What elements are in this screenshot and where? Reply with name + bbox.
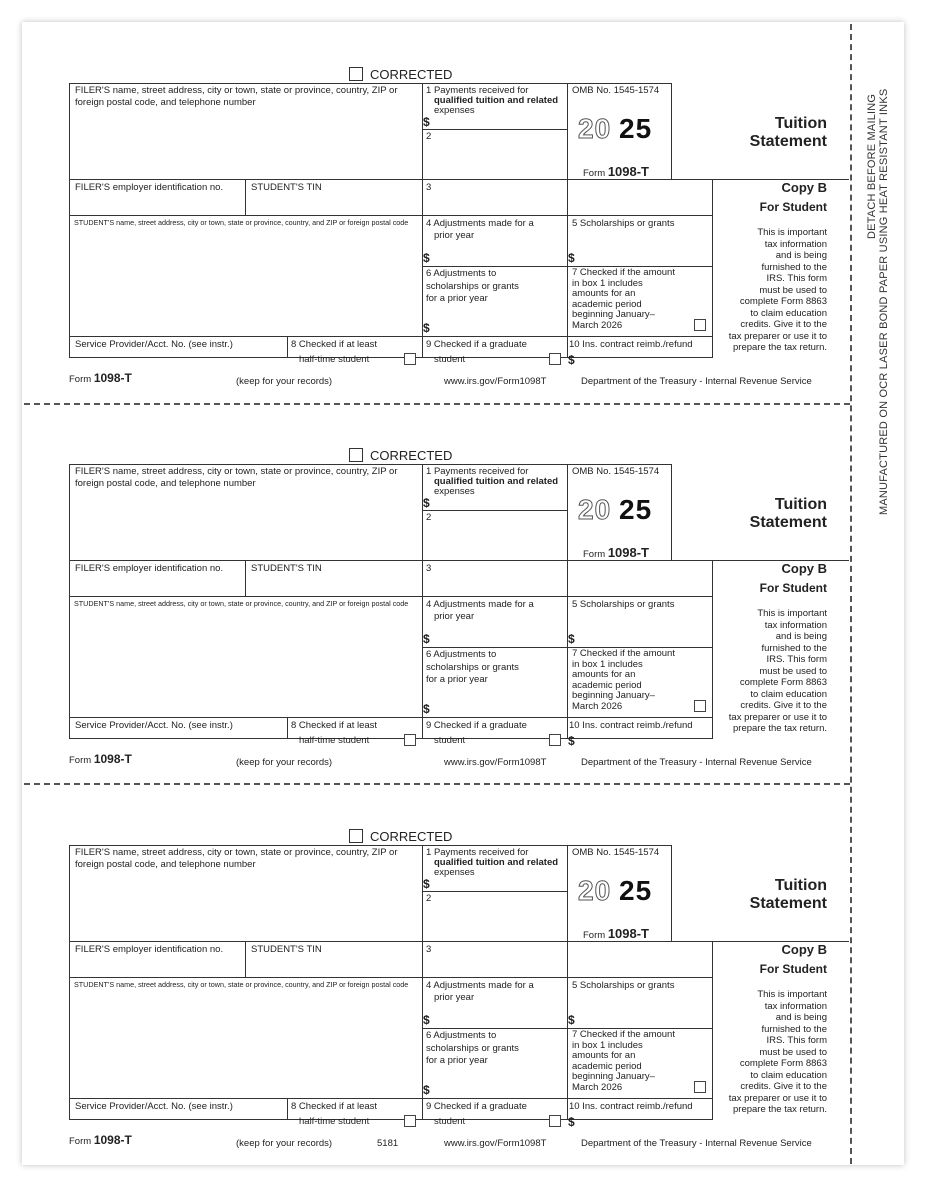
box7-label bbox=[572, 268, 712, 331]
form-title-line2: Statement bbox=[749, 895, 827, 912]
divider bbox=[69, 717, 713, 718]
box6-lines-line: for a prior year bbox=[426, 1055, 488, 1066]
copy-label: Copy B bbox=[781, 561, 827, 576]
form-title-line1: Tuition bbox=[774, 877, 827, 894]
footer-form-id: Form 1098-T bbox=[69, 1133, 132, 1147]
box7-lines-line: March 2026 bbox=[572, 319, 623, 331]
service-provider-label: Service Provider/Acct. No. (see instr.) bbox=[75, 339, 233, 350]
box4-dollar: $ bbox=[423, 632, 430, 646]
box1-label-end: expenses bbox=[434, 867, 475, 878]
box4-label-cont: prior year bbox=[434, 230, 475, 241]
for-student-label: For Student bbox=[759, 581, 827, 595]
divider bbox=[287, 1098, 288, 1120]
box8-checkbox[interactable] bbox=[404, 353, 416, 365]
notice-lines-line: This is important bbox=[757, 608, 827, 619]
box7-lines-line: March 2026 bbox=[572, 1081, 623, 1093]
filer-name-label: FILER'S name, street address, city or town, state or province, country, ZIP or foreign postal code, and telephone number bbox=[75, 847, 398, 870]
box6-lines-line: scholarships or grants bbox=[426, 280, 519, 292]
notice-lines-line: This is important bbox=[757, 989, 827, 1000]
form-border-left bbox=[69, 464, 70, 738]
notice-lines-line: tax information bbox=[764, 1000, 827, 1012]
box6-lines-line: scholarships or grants bbox=[426, 661, 519, 673]
notice-lines-line: to claim education bbox=[750, 307, 827, 319]
box1-label-end: expenses bbox=[434, 105, 475, 116]
divider bbox=[69, 596, 713, 597]
notice-lines-line: complete Form 8863 bbox=[739, 677, 827, 688]
box5-dollar: $ bbox=[568, 632, 575, 646]
keep-records-note: (keep for your records) bbox=[236, 376, 333, 387]
box10-dollar: $ bbox=[568, 1115, 575, 1129]
notice-lines-line: to claim education bbox=[750, 688, 827, 700]
box8-checkbox[interactable] bbox=[404, 1115, 416, 1127]
box8-label-cont: half-time student bbox=[299, 354, 370, 365]
important-notice bbox=[717, 227, 827, 354]
box6-lines-line: 6 Adjustments to bbox=[426, 1030, 497, 1041]
notice-lines-line: credits. Give it to the bbox=[740, 700, 827, 711]
box7-lines-line: amounts for an bbox=[572, 288, 636, 299]
divider bbox=[671, 845, 672, 941]
service-provider-label: Service Provider/Acct. No. (see instr.) bbox=[75, 720, 233, 731]
divider bbox=[567, 464, 568, 738]
important-notice bbox=[717, 989, 827, 1116]
box1-label-bold: qualified tuition and related bbox=[434, 857, 559, 868]
corrected-label: CORRECTED bbox=[370, 829, 453, 844]
box7-lines-line: beginning January– bbox=[572, 1071, 655, 1082]
divider bbox=[69, 1098, 713, 1099]
box7-lines-line: 7 Checked if the amount bbox=[572, 267, 675, 278]
notice-lines-line: furnished to the bbox=[761, 1023, 827, 1035]
box9-label-cont: student bbox=[434, 1116, 466, 1127]
form-title-line1: Tuition bbox=[774, 115, 827, 132]
box10-dollar: $ bbox=[568, 353, 575, 367]
box4-dollar: $ bbox=[423, 1013, 430, 1027]
divider bbox=[712, 941, 713, 1120]
notice-lines-line: tax information bbox=[764, 619, 827, 631]
box4-label: 4 Adjustments made for a bbox=[426, 218, 534, 229]
student-name-label: STUDENT'S name, street address, city or town, state or province, country, and ZIP or foreign postal code bbox=[74, 218, 409, 227]
for-student-label: For Student bbox=[759, 200, 827, 214]
box7-label bbox=[572, 649, 712, 712]
divider bbox=[567, 845, 568, 1119]
box1-dollar: $ bbox=[423, 115, 430, 129]
box9-checkbox[interactable] bbox=[549, 734, 561, 746]
catalog-number: 5181 bbox=[377, 1138, 399, 1149]
box7-lines-line: in box 1 includes bbox=[572, 1039, 643, 1051]
box7-lines-line: 7 Checked if the amount bbox=[572, 648, 675, 659]
tax-year-suffix: 25 bbox=[619, 113, 653, 144]
box6-lines-line: 6 Adjustments to bbox=[426, 649, 497, 660]
notice-lines-line: to claim education bbox=[750, 1069, 827, 1081]
box6-label bbox=[426, 649, 566, 687]
form-border-bottom bbox=[69, 738, 713, 739]
divider bbox=[671, 83, 672, 179]
department-label: Department of the Treasury - Internal Revenue Service bbox=[581, 1138, 812, 1149]
box7-label bbox=[572, 1030, 712, 1093]
notice-lines-line: must be used to bbox=[759, 1046, 827, 1058]
divider bbox=[287, 717, 288, 739]
form-border-left bbox=[69, 83, 70, 357]
form-id: Form 1098-T bbox=[583, 545, 650, 560]
box6-lines-line: for a prior year bbox=[426, 674, 488, 685]
box9-label: 9 Checked if a graduate bbox=[426, 339, 527, 350]
box5-label: 5 Scholarships or grants bbox=[572, 980, 675, 991]
service-provider-label: Service Provider/Acct. No. (see instr.) bbox=[75, 1101, 233, 1112]
detach-notice: DETACH BEFORE MAILING bbox=[866, 93, 878, 239]
box6-dollar: $ bbox=[423, 321, 430, 335]
notice-lines-line: credits. Give it to the bbox=[740, 1081, 827, 1092]
form-1098t bbox=[0, 792, 925, 1172]
box8-checkbox[interactable] bbox=[404, 734, 416, 746]
box3-label: 3 bbox=[426, 944, 432, 955]
box10-label: 10 Ins. contract reimb./refund bbox=[569, 720, 693, 731]
divider bbox=[287, 336, 288, 358]
box6-dollar: $ bbox=[423, 1083, 430, 1097]
divider bbox=[422, 510, 567, 511]
box1-label-end: expenses bbox=[434, 486, 475, 497]
form-border-bottom bbox=[69, 357, 713, 358]
box3-label: 3 bbox=[426, 563, 432, 574]
box9-label: 9 Checked if a graduate bbox=[426, 1101, 527, 1112]
form-border-top bbox=[69, 83, 672, 84]
filer-ein-label: FILER'S employer identification no. bbox=[75, 182, 224, 193]
box6-label bbox=[426, 268, 566, 306]
box6-label bbox=[426, 1030, 566, 1068]
box9-label-cont: student bbox=[434, 354, 466, 365]
box6-lines-line: scholarships or grants bbox=[426, 1042, 519, 1054]
omb-number: OMB No. 1545-1574 bbox=[572, 847, 660, 858]
box8-label: 8 Checked if at least bbox=[291, 339, 378, 350]
department-label: Department of the Treasury - Internal Revenue Service bbox=[581, 757, 812, 768]
irs-website: www.irs.gov/Form1098T bbox=[444, 757, 547, 768]
divider bbox=[567, 83, 568, 357]
notice-lines-line: complete Form 8863 bbox=[739, 1058, 827, 1069]
for-student-label: For Student bbox=[759, 962, 827, 976]
notice-lines-line: tax preparer or use it to bbox=[728, 330, 827, 342]
box7-checkbox[interactable] bbox=[694, 700, 706, 712]
notice-lines-line: must be used to bbox=[759, 665, 827, 677]
student-name-label: STUDENT'S name, street address, city or town, state or province, country, and ZIP or foreign postal code bbox=[74, 980, 409, 989]
notice-lines-line: tax preparer or use it to bbox=[728, 1092, 827, 1104]
footer-form-id: Form 1098-T bbox=[69, 752, 132, 766]
box5-dollar: $ bbox=[568, 1013, 575, 1027]
box1-dollar: $ bbox=[423, 496, 430, 510]
form-id: Form 1098-T bbox=[583, 926, 650, 941]
box4-label: 4 Adjustments made for a bbox=[426, 599, 534, 610]
irs-website: www.irs.gov/Form1098T bbox=[444, 1138, 547, 1149]
notice-lines-line: furnished to the bbox=[761, 642, 827, 654]
divider bbox=[69, 215, 713, 216]
box7-lines-line: amounts for an bbox=[572, 1050, 636, 1061]
divider bbox=[245, 941, 246, 977]
student-tin-label: STUDENT'S TIN bbox=[251, 944, 322, 955]
box7-lines-line: March 2026 bbox=[572, 700, 623, 712]
corrected-checkbox[interactable] bbox=[349, 67, 363, 81]
divider bbox=[712, 179, 713, 358]
keep-records-note: (keep for your records) bbox=[236, 757, 333, 768]
filer-name-label: FILER'S name, street address, city or town, state or province, country, ZIP or foreign postal code, and telephone number bbox=[75, 466, 398, 489]
box2-label: 2 bbox=[426, 131, 432, 142]
box7-lines-line: beginning January– bbox=[572, 309, 655, 320]
notice-lines-line: This is important bbox=[757, 227, 827, 238]
footer-form-id: Form 1098-T bbox=[69, 371, 132, 385]
box7-lines-line: beginning January– bbox=[572, 690, 655, 701]
notice-lines-line: complete Form 8863 bbox=[739, 296, 827, 307]
box6-dollar: $ bbox=[423, 702, 430, 716]
notice-lines-line: must be used to bbox=[759, 284, 827, 296]
tax-year-suffix: 25 bbox=[619, 875, 653, 906]
box1-dollar: $ bbox=[423, 877, 430, 891]
notice-lines-line: IRS. This form bbox=[766, 654, 827, 665]
box4-label-cont: prior year bbox=[434, 611, 475, 622]
notice-lines-line: prepare the tax return. bbox=[733, 1104, 827, 1115]
box7-lines-line: in box 1 includes bbox=[572, 277, 643, 289]
box7-checkbox[interactable] bbox=[694, 319, 706, 331]
form-title-line2: Statement bbox=[749, 133, 827, 150]
important-notice bbox=[717, 608, 827, 735]
divider bbox=[712, 560, 713, 739]
form-title-line1: Tuition bbox=[774, 496, 827, 513]
tax-year-prefix: 20 bbox=[578, 875, 612, 906]
box2-label: 2 bbox=[426, 512, 432, 523]
corrected-checkbox[interactable] bbox=[349, 829, 363, 843]
box7-lines-line: in box 1 includes bbox=[572, 658, 643, 670]
tax-year-prefix: 20 bbox=[578, 494, 612, 525]
box10-label: 10 Ins. contract reimb./refund bbox=[569, 1101, 693, 1112]
box9-label: 9 Checked if a graduate bbox=[426, 720, 527, 731]
manufacturing-notice: MANUFACTURED ON OCR LASER BOND PAPER USING HEAT RESISTANT INKS bbox=[878, 88, 890, 515]
box6-lines-line: for a prior year bbox=[426, 293, 488, 304]
box1-label: 1 Payments received for bbox=[426, 85, 529, 96]
box7-checkbox[interactable] bbox=[694, 1081, 706, 1093]
box7-lines-line: amounts for an bbox=[572, 669, 636, 680]
box1-label-bold: qualified tuition and related bbox=[434, 95, 559, 106]
corrected-label: CORRECTED bbox=[370, 448, 453, 463]
corrected-label: CORRECTED bbox=[370, 67, 453, 82]
copy-label: Copy B bbox=[781, 942, 827, 957]
box9-checkbox[interactable] bbox=[549, 353, 561, 365]
divider bbox=[69, 336, 713, 337]
notice-lines-line: prepare the tax return. bbox=[733, 723, 827, 734]
tax-year-prefix: 20 bbox=[578, 113, 612, 144]
notice-lines-line: and is being bbox=[775, 250, 827, 261]
filer-ein-label: FILER'S employer identification no. bbox=[75, 563, 224, 574]
box9-checkbox[interactable] bbox=[549, 1115, 561, 1127]
student-tin-label: STUDENT'S TIN bbox=[251, 563, 322, 574]
box10-dollar: $ bbox=[568, 734, 575, 748]
box10-label: 10 Ins. contract reimb./refund bbox=[569, 339, 693, 350]
box1-label: 1 Payments received for bbox=[426, 466, 529, 477]
box4-dollar: $ bbox=[423, 251, 430, 265]
filer-ein-label: FILER'S employer identification no. bbox=[75, 944, 224, 955]
box7-lines-line: academic period bbox=[572, 298, 642, 310]
box8-label-cont: half-time student bbox=[299, 735, 370, 746]
divider bbox=[422, 129, 567, 130]
box7-lines-line: academic period bbox=[572, 679, 642, 691]
box7-lines-line: 7 Checked if the amount bbox=[572, 1029, 675, 1040]
filer-name-label: FILER'S name, street address, city or town, state or province, country, ZIP or foreign postal code, and telephone number bbox=[75, 85, 398, 108]
box2-label: 2 bbox=[426, 893, 432, 904]
box8-label: 8 Checked if at least bbox=[291, 720, 378, 731]
divider bbox=[69, 977, 713, 978]
omb-number: OMB No. 1545-1574 bbox=[572, 466, 660, 477]
form-border-left bbox=[69, 845, 70, 1119]
box8-label-cont: half-time student bbox=[299, 1116, 370, 1127]
form-border-bottom bbox=[69, 1119, 713, 1120]
omb-number: OMB No. 1545-1574 bbox=[572, 85, 660, 96]
form-border-top bbox=[69, 845, 672, 846]
divider bbox=[671, 464, 672, 560]
student-tin-label: STUDENT'S TIN bbox=[251, 182, 322, 193]
notice-lines-line: IRS. This form bbox=[766, 1035, 827, 1046]
box1-label: 1 Payments received for bbox=[426, 847, 529, 858]
notice-lines-line: and is being bbox=[775, 631, 827, 642]
notice-lines-line: prepare the tax return. bbox=[733, 342, 827, 353]
student-name-label: STUDENT'S name, street address, city or town, state or province, country, and ZIP or foreign postal code bbox=[74, 599, 409, 608]
corrected-checkbox[interactable] bbox=[349, 448, 363, 462]
notice-lines-line: IRS. This form bbox=[766, 273, 827, 284]
box9-label-cont: student bbox=[434, 735, 466, 746]
notice-lines-line: tax preparer or use it to bbox=[728, 711, 827, 723]
notice-lines-line: furnished to the bbox=[761, 261, 827, 273]
divider bbox=[245, 179, 246, 215]
notice-lines-line: and is being bbox=[775, 1012, 827, 1023]
form-1098t bbox=[0, 30, 925, 410]
box4-label-cont: prior year bbox=[434, 992, 475, 1003]
form-title-line2: Statement bbox=[749, 514, 827, 531]
box6-lines-line: 6 Adjustments to bbox=[426, 268, 497, 279]
box5-dollar: $ bbox=[568, 251, 575, 265]
box3-label: 3 bbox=[426, 182, 432, 193]
form-border-top bbox=[69, 464, 672, 465]
divider bbox=[245, 560, 246, 596]
notice-lines-line: credits. Give it to the bbox=[740, 319, 827, 330]
tax-year-suffix: 25 bbox=[619, 494, 653, 525]
box1-label-bold: qualified tuition and related bbox=[434, 476, 559, 487]
box7-lines-line: academic period bbox=[572, 1060, 642, 1072]
box5-label: 5 Scholarships or grants bbox=[572, 599, 675, 610]
department-label: Department of the Treasury - Internal Revenue Service bbox=[581, 376, 812, 387]
notice-lines-line: tax information bbox=[764, 238, 827, 250]
copy-label: Copy B bbox=[781, 180, 827, 195]
box4-label: 4 Adjustments made for a bbox=[426, 980, 534, 991]
irs-website: www.irs.gov/Form1098T bbox=[444, 376, 547, 387]
form-id: Form 1098-T bbox=[583, 164, 650, 179]
form-1098t bbox=[0, 411, 925, 791]
keep-records-note: (keep for your records) bbox=[236, 1138, 333, 1149]
box5-label: 5 Scholarships or grants bbox=[572, 218, 675, 229]
divider bbox=[422, 891, 567, 892]
box8-label: 8 Checked if at least bbox=[291, 1101, 378, 1112]
